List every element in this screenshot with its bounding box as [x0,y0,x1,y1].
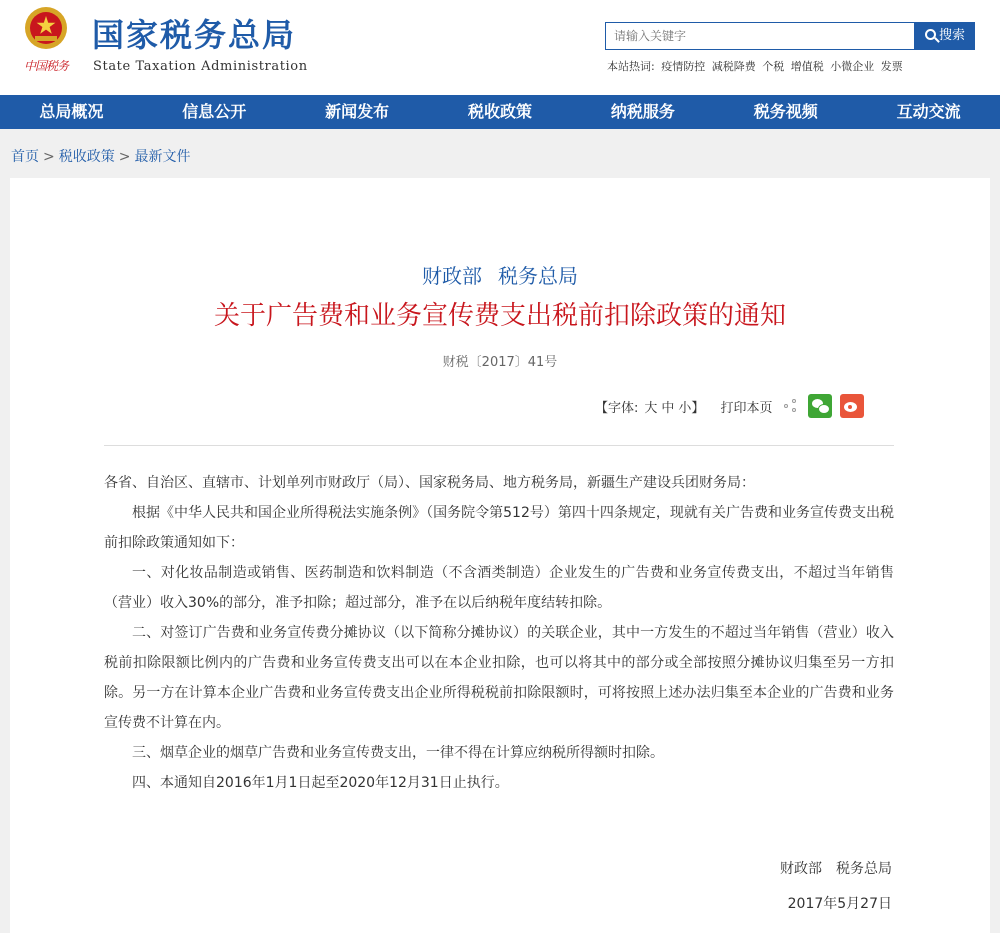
article-tools [595,392,864,420]
weibo-share-icon[interactable] [840,394,864,418]
hot-word[interactable]: 发票 [880,60,903,73]
addressee: 各省、自治区、直辖市、计划单列市财政厅（局）、国家税务局、地方税务局，新疆生产建设兵团财务局： [104,475,755,491]
hot-words-label: 本站热词: [607,60,655,73]
hot-word[interactable]: 小微企业 [830,60,875,73]
nav-item-service[interactable]: 纳税服务 [610,102,675,121]
main-nav [0,95,1000,129]
paragraph: 一、对化妆品制造或销售、医药制造和饮料制造（不含酒类制造）企业发生的广告费和业务宣传费支出，不超过当年销售（营业）收入30%的部分，准予扣除；超过部分，准予在以后纳税年度结转扣除。 [104,565,894,611]
nav-item-info[interactable]: 信息公开 [182,102,247,121]
site-title-cn[interactable]: 国家税务总局 [92,16,297,54]
search-icon [925,29,936,40]
breadcrumb-latest[interactable]: 最新文件 [134,149,191,165]
breadcrumb [11,146,190,166]
site-title-en: State Taxation Administration [93,59,308,74]
chinatax-logo: 中国税务 [24,59,69,73]
paragraph: 根据《中华人民共和国企业所得税法实施条例》（国务院令第512号）第四十四条规定，现就有关广告费和业务宣传费支出税前扣除政策通知如下： [104,505,894,551]
nav-item-news[interactable]: 新闻发布 [325,102,390,121]
hot-words [607,58,906,74]
org-sta: 税务总局 [498,264,578,288]
breadcrumb-separator: > [118,149,131,165]
document-number: 财税〔2017〕41号 [442,355,558,370]
signature: 财政部 税务总局 [780,861,892,877]
breadcrumb-home[interactable]: 首页 [11,149,39,165]
nav-item-interact[interactable]: 互动交流 [896,102,961,121]
hot-word[interactable]: 个税 [762,60,785,73]
nav-item-overview[interactable]: 总局概况 [39,102,104,121]
breadcrumb-policy[interactable]: 税收政策 [58,149,115,165]
nav-item-policy[interactable]: 税收政策 [468,102,533,121]
wechat-share-icon[interactable] [808,394,832,418]
search-button-label: 搜索 [938,28,965,43]
article-title: 关于广告费和业务宣传费支出税前扣除政策的通知 [213,301,786,331]
breadcrumb-separator: > [43,149,55,165]
signature-date: 2017年5月27日 [787,896,892,912]
font-size-small[interactable]: 小】 [678,400,705,416]
share-icon[interactable] [784,399,798,413]
paragraph: 三、烟草企业的烟草广告费和业务宣传费支出，一律不得在计算应纳税所得额时扣除。 [132,745,664,761]
font-size-large[interactable]: 大 [644,400,658,416]
article-body [104,468,894,798]
hot-word[interactable]: 增值税 [790,60,824,73]
print-button[interactable]: 打印本页 [720,400,773,416]
search-button[interactable] [915,22,975,50]
font-size-label: 【字体: [595,400,639,416]
title-divider [104,445,894,446]
search-input[interactable] [605,22,915,50]
font-size-options [642,397,706,416]
hot-word[interactable]: 疫情防控 [661,60,706,73]
font-size-medium[interactable]: 中 [661,400,675,416]
nav-item-video[interactable]: 税务视频 [753,102,818,121]
site-header [0,0,1000,95]
paragraph: 四、本通知自2016年1月1日起至2020年12月31日止执行。 [132,775,509,791]
org-mof: 财政部 [422,264,482,288]
paragraph: 二、对签订广告费和业务宣传费分摊协议（以下简称分摊协议）的关联企业，其中一方发生的不超过当年销售（营业）收入税前扣除限额比例内的广告费和业务宣传费支出可以在本企业扣除，也可以将其中的部分或全部按照分摊协议归集至另一方扣除。另一方在计算本企业广告费和业务宣传费支出企业所得税税前扣除限额时，可将按照上述办法归集至本企业的广告费和业务宣传费不计算在内。 [104,625,894,731]
national-emblem-icon[interactable] [23,5,69,51]
hot-word[interactable]: 减税降费 [711,60,756,73]
issuing-orgs [0,260,1000,289]
